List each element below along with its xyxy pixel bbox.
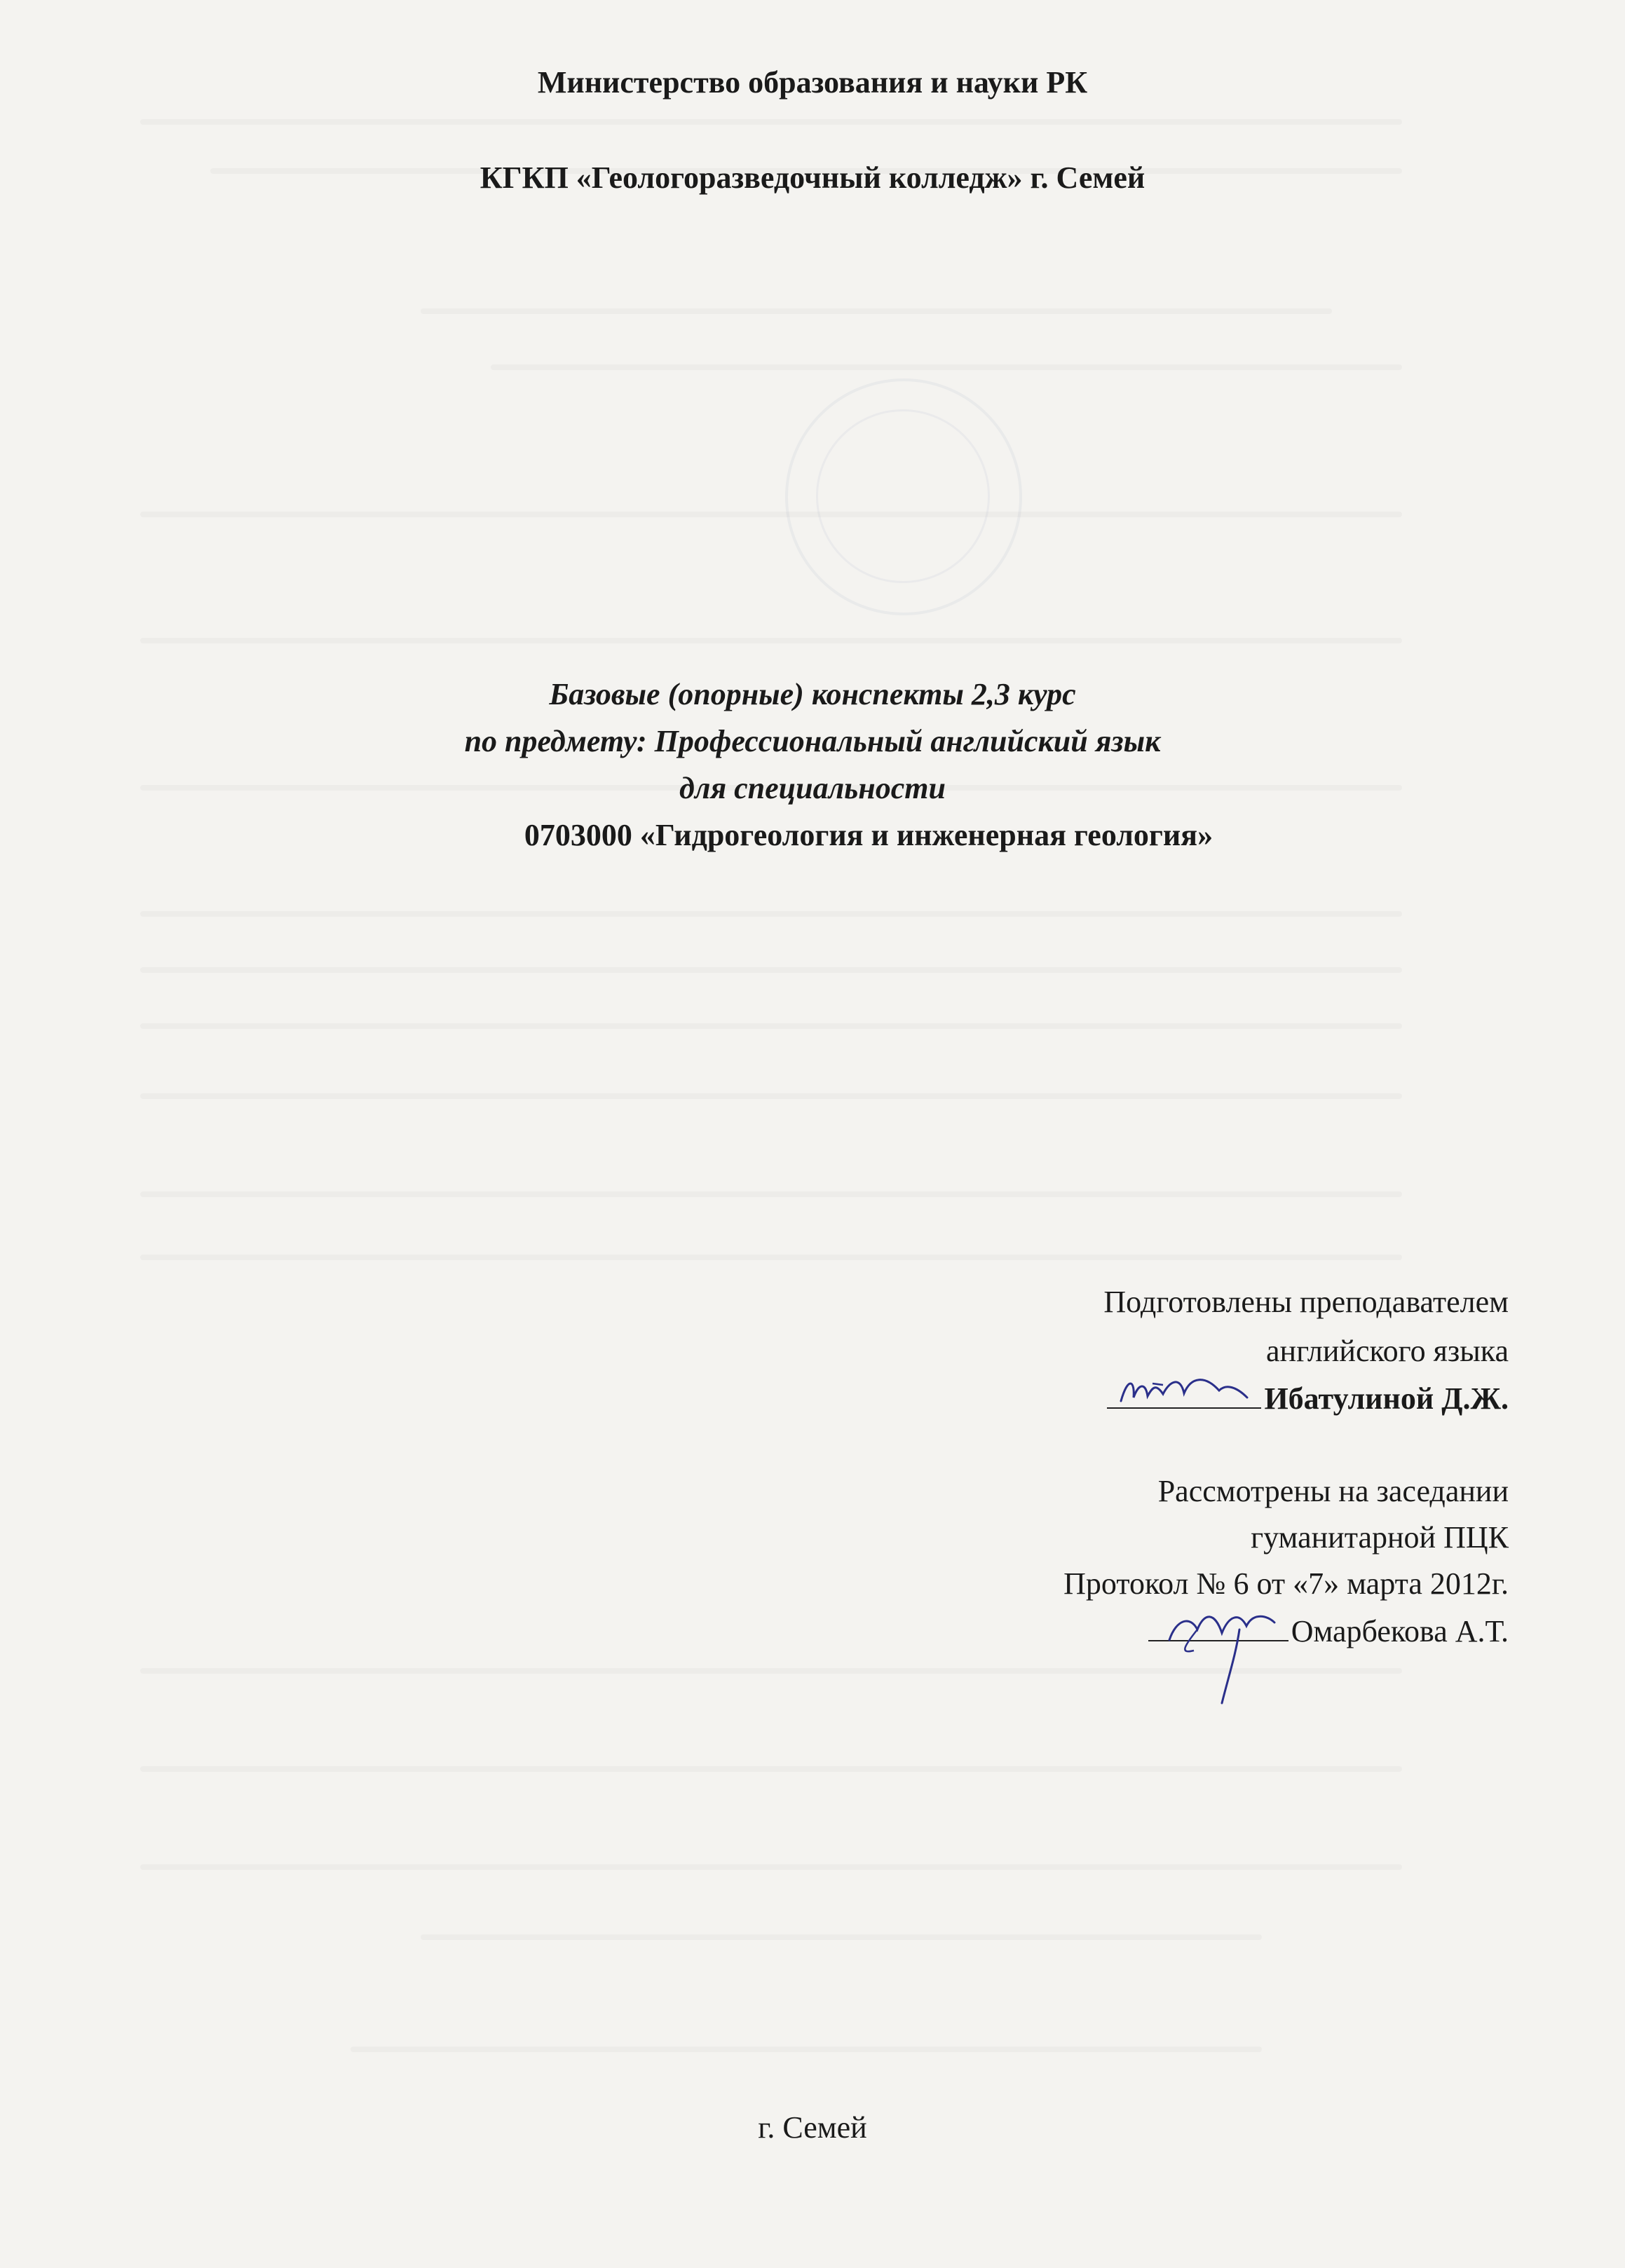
title-line-1: Базовые (опорные) конспекты 2,3 курс	[549, 677, 1076, 711]
bleed-through-line	[140, 1191, 1402, 1197]
title-line-3: для специальности	[679, 771, 946, 805]
faint-stamp	[785, 378, 1022, 615]
bleed-through-line	[140, 1093, 1402, 1099]
bleed-through-line	[421, 308, 1332, 314]
bleed-through-line	[140, 512, 1402, 517]
prepared-by-signature-line	[1107, 1379, 1509, 1416]
prepared-by-line-2: английского языка	[1266, 1334, 1509, 1368]
bleed-through-line	[421, 1934, 1262, 1940]
bleed-through-line	[140, 1023, 1402, 1029]
city-footer: г. Семей	[758, 2110, 867, 2145]
prepared-by-line-1: Подготовлены преподавателем	[1103, 1285, 1509, 1319]
title-line-2: по предмету: Профессиональный английский язык	[464, 724, 1161, 758]
reviewer-signature-line	[1148, 1612, 1509, 1649]
handwritten-signature-icon	[1114, 1362, 1254, 1412]
reviewed-line-1: Рассмотрены на заседании	[1157, 1474, 1509, 1508]
protocol-line	[1063, 1566, 1509, 1601]
bleed-through-line	[140, 967, 1402, 973]
reviewed-line-2: гуманитарной ПЦК	[1251, 1520, 1509, 1555]
bleed-through-line	[491, 364, 1402, 370]
bleed-through-line	[140, 638, 1402, 643]
teacher-name: Ибатулиной Д.Ж.	[1264, 1381, 1509, 1416]
ministry-heading: Министерство образования и науки РК	[537, 65, 1088, 100]
handwritten-signature-icon	[1155, 1598, 1289, 1710]
bleed-through-line	[140, 119, 1402, 125]
signature-area	[1148, 1612, 1289, 1641]
reviewer-name: Омарбекова А.Т.	[1291, 1614, 1509, 1648]
faint-stamp-inner-ring	[816, 409, 990, 583]
bleed-through-line	[140, 1766, 1402, 1772]
protocol-text: Протокол № 6 от «7» марта 2012г.	[1063, 1566, 1509, 1601]
bleed-through-line	[351, 2047, 1262, 2052]
college-heading: КГКП «Геологоразведочный колледж» г. Семей	[480, 160, 1145, 195]
bleed-through-line	[140, 911, 1402, 917]
signature-area	[1107, 1379, 1261, 1409]
bleed-through-line	[140, 1864, 1402, 1870]
bleed-through-line	[140, 1255, 1402, 1260]
title-line-4: 0703000 «Гидрогеология и инженерная геология»	[524, 818, 1213, 852]
